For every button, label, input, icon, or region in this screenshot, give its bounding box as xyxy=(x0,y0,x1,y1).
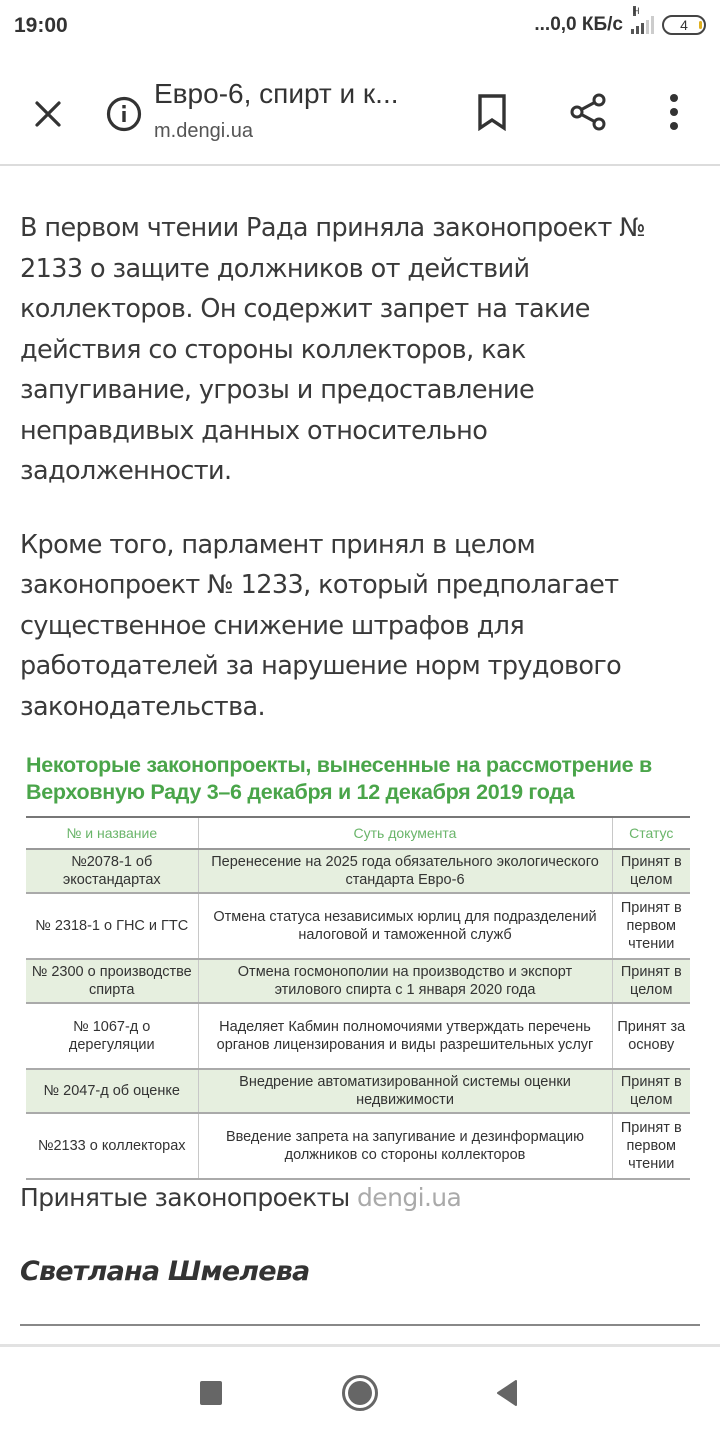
bill-status: Принят в первом чтении xyxy=(612,1113,690,1179)
bill-status: Принят в первом чтении xyxy=(612,893,690,959)
table-row xyxy=(26,959,690,1003)
divider xyxy=(20,1324,700,1326)
back-button[interactable] xyxy=(482,1361,532,1425)
bill-essence: Введение запрета на запугивание и дезинформацию должников со стороны коллекторов xyxy=(198,1113,612,1179)
table-row xyxy=(26,1003,690,1069)
article-paragraph: Кроме того, парламент принял в целом законопроект № 1233, который предполагает существенное снижение штрафов для работодателей за нарушение норм трудового законодательства. xyxy=(20,529,622,722)
home-button[interactable] xyxy=(334,1361,386,1425)
bill-name: № 2047-д об оценке xyxy=(26,1069,198,1113)
author-name: Светлана Шмелева xyxy=(20,1256,310,1287)
figure-caption xyxy=(20,1183,461,1212)
back-triangle-icon xyxy=(494,1379,520,1407)
bill-essence: Отмена госмонополии на производство и экспорт этилового спирта с 1 января 2020 года xyxy=(198,959,612,1003)
network-speed: ...0,0 КБ/с xyxy=(534,14,623,35)
table-header-row xyxy=(26,817,690,849)
column-header: № и название xyxy=(26,817,198,849)
status-time: 19:00 xyxy=(14,14,68,37)
page-title[interactable]: Евро-6, спирт и к... xyxy=(154,78,399,109)
signal-icon xyxy=(631,6,654,34)
caption-text: Принятые законопроекты xyxy=(20,1183,350,1212)
column-header: Статус xyxy=(612,817,690,849)
bill-name: № 2300 о производстве спирта xyxy=(26,959,198,1003)
battery-icon xyxy=(662,15,706,35)
table-row xyxy=(26,849,690,893)
article-body xyxy=(20,208,700,727)
bill-essence: Отмена статуса независимых юрлиц для подразделений налоговой и таможенной служб xyxy=(198,893,612,959)
bills-table xyxy=(26,816,690,1180)
bill-name: №2078-1 об экостандартах xyxy=(26,849,198,893)
table-row xyxy=(26,893,690,959)
bill-name: № 1067-д о дерегуляции xyxy=(26,1003,198,1069)
article-paragraph: В первом чтении Рада приняла законопроект № 2133 о защите должников от действий коллекторов. Он содержит запрет на такие действия со стороны коллекторов, как запугивание, угрозы и предоставление неправдивых данных относительно задолженности. xyxy=(20,213,646,486)
info-icon[interactable] xyxy=(102,92,146,136)
share-icon[interactable] xyxy=(566,90,610,134)
recents-button[interactable] xyxy=(186,1361,236,1425)
bill-name: №2133 о коллекторах xyxy=(26,1113,198,1179)
table-row xyxy=(26,1113,690,1179)
bill-status: Принят в целом xyxy=(612,849,690,893)
navigation-bar xyxy=(0,1344,720,1440)
bill-name: № 2318-1 о ГНС и ГТС xyxy=(26,893,198,959)
bill-essence: Внедрение автоматизированной системы оценки недвижимости xyxy=(198,1069,612,1113)
more-vert-icon[interactable] xyxy=(652,90,696,134)
column-header: Суть документа xyxy=(198,817,612,849)
table-row xyxy=(26,1069,690,1113)
infographic-title: Некоторые законопроекты, вынесенные на рассмотрение в Верховную Раду 3–6 декабря и 12 декабря 2019 года xyxy=(26,753,652,804)
bill-status: Принят за основу xyxy=(612,1003,690,1069)
bill-status: Принят в целом xyxy=(612,959,690,1003)
bookmark-icon[interactable] xyxy=(470,90,514,134)
bill-status: Принят в целом xyxy=(612,1069,690,1113)
status-indicators xyxy=(534,6,706,36)
infographic[interactable] xyxy=(26,752,694,1180)
circle-icon xyxy=(341,1374,379,1412)
page-url[interactable]: m.dengi.ua xyxy=(154,120,253,142)
status-bar xyxy=(0,0,720,56)
square-icon xyxy=(199,1380,223,1406)
close-icon[interactable] xyxy=(26,92,70,136)
battery-level: 4 xyxy=(680,17,688,33)
browser-toolbar xyxy=(0,56,720,166)
bill-essence: Перенесение на 2025 года обязательного экологического стандарта Евро-6 xyxy=(198,849,612,893)
caption-source: dengi.ua xyxy=(357,1183,462,1212)
network-type: H xyxy=(633,6,640,16)
bill-essence: Наделяет Кабмин полномочиями утверждать перечень органов лицензирования и виды разрешительных услуг xyxy=(198,1003,612,1069)
